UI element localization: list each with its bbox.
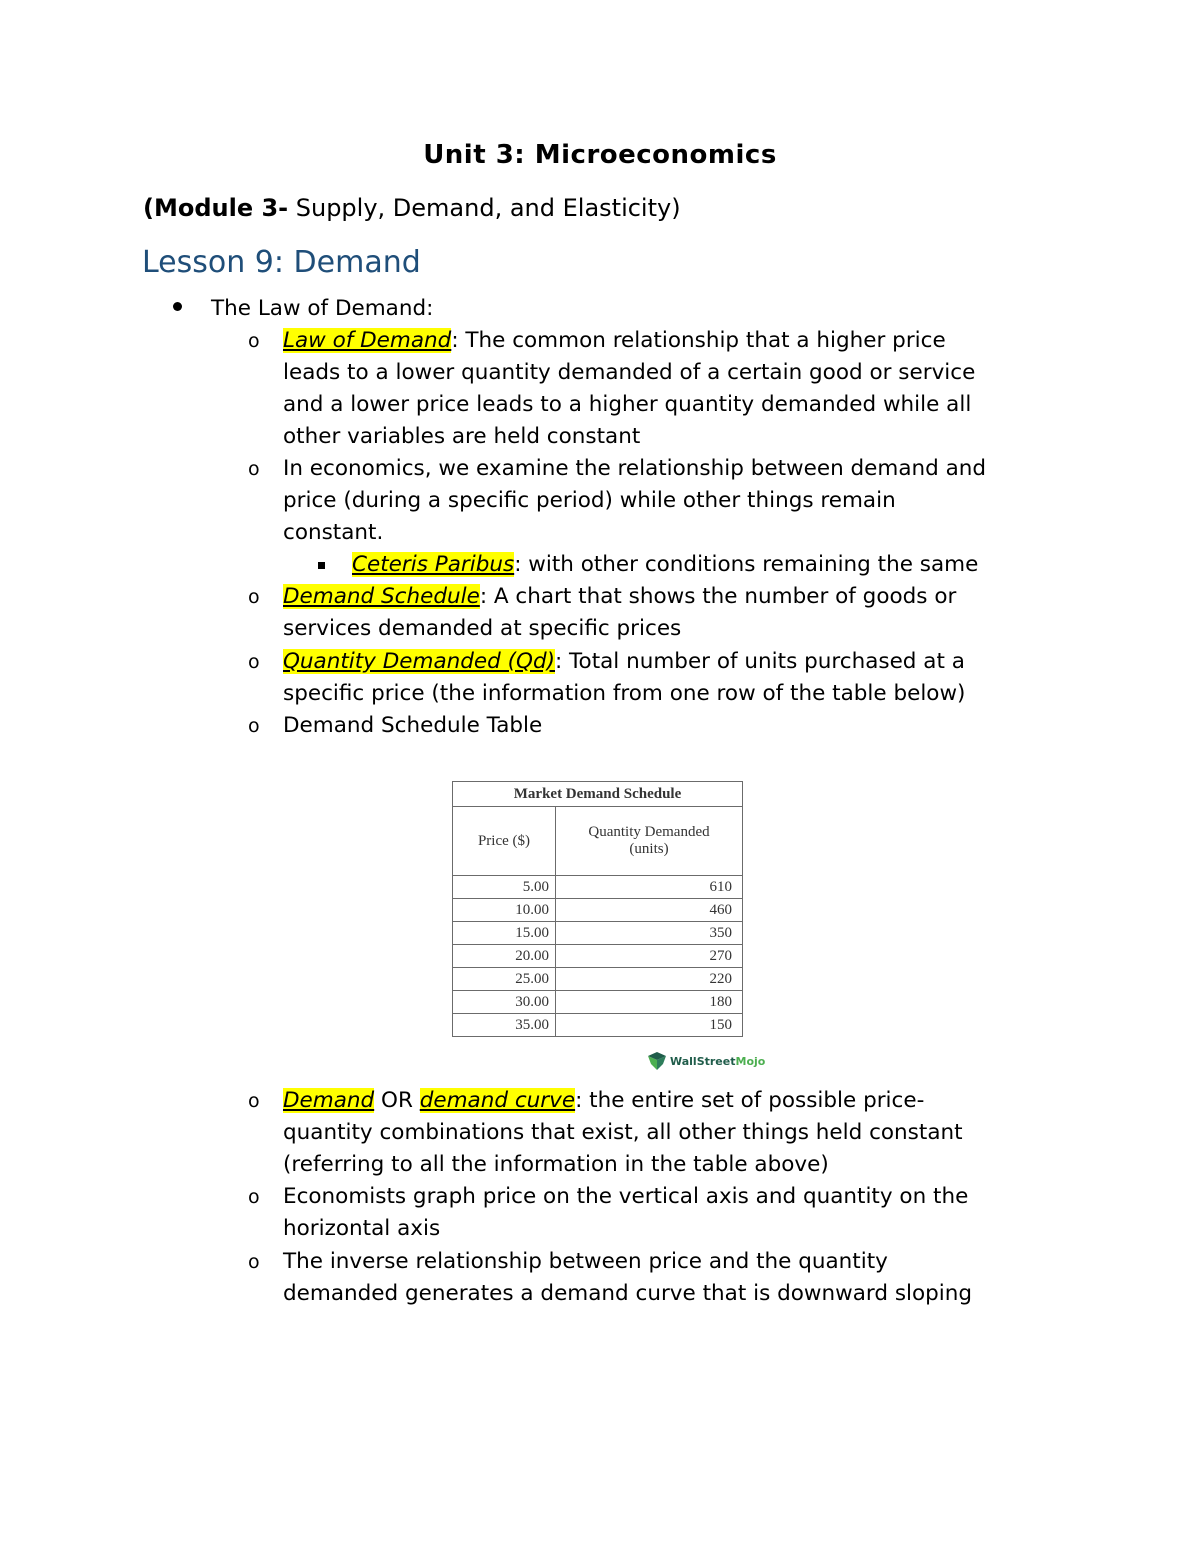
term-ceteris-paribus: Ceteris Paribus <box>352 552 515 577</box>
term-demand-curve: demand curve <box>419 1088 576 1113</box>
term-demand: Demand <box>283 1088 375 1113</box>
module-subtitle <box>143 194 681 222</box>
sub-bullet-marker: o <box>248 1186 260 1208</box>
col-header-quantity-line1: Quantity Demanded <box>588 824 710 840</box>
demand-schedule-item <box>283 581 1083 645</box>
table-row <box>453 968 743 991</box>
lesson-heading: Lesson 9: Demand <box>142 245 421 280</box>
demand-curve-item <box>283 1085 1083 1181</box>
text-span: OR <box>374 1088 413 1113</box>
table-title: Market Demand Schedule <box>453 782 743 807</box>
ceteris-paribus-item <box>352 549 978 581</box>
economics-item <box>283 453 1083 549</box>
text-line: and a lower price leads to a higher quantity demanded while all <box>283 392 972 417</box>
square-bullet-icon <box>318 562 325 569</box>
text-span: : A chart that shows the number of goods or <box>479 584 957 609</box>
table-row <box>453 991 743 1014</box>
law-of-demand-item <box>283 325 1083 453</box>
term-quantity-demanded: Quantity Demanded (Qd) <box>283 649 555 674</box>
table-intro: Demand Schedule Table <box>283 713 543 738</box>
price-cell: 10.00 <box>453 899 556 922</box>
quantity-cell: 610 <box>556 876 743 899</box>
text-line <box>283 325 1083 357</box>
table-row <box>453 945 743 968</box>
quantity-cell: 270 <box>556 945 743 968</box>
text-line: demanded generates a demand curve that is downward sloping <box>283 1281 973 1306</box>
col-header-quantity <box>556 807 743 876</box>
text-line: price (during a specific period) while other things remain <box>283 488 896 513</box>
text-line: other variables are held constant <box>283 424 641 449</box>
text-line: horizontal axis <box>283 1216 441 1241</box>
text-line: The inverse relationship between price and the quantity <box>283 1249 888 1274</box>
table-row <box>453 922 743 945</box>
text-span: : The common relationship that a higher price <box>451 328 946 353</box>
sub-bullet-marker: o <box>248 715 260 737</box>
sub-bullet-marker: o <box>248 458 260 480</box>
sub-bullet-marker: o <box>248 1251 260 1273</box>
text-span: : the entire set of possible price- <box>575 1088 925 1113</box>
inverse-relationship-item <box>283 1246 1083 1310</box>
quantity-cell: 220 <box>556 968 743 991</box>
quantity-cell: 350 <box>556 922 743 945</box>
logo-icon <box>646 1050 668 1072</box>
logo-text <box>670 1055 765 1068</box>
quantity-cell: 460 <box>556 899 743 922</box>
bullet-dot-icon <box>173 302 182 311</box>
table-row <box>453 876 743 899</box>
text-line <box>283 581 1083 613</box>
text-span: : Total number of units purchased at a <box>554 649 965 674</box>
text-line: (referring to all the information in the table above) <box>283 1152 829 1177</box>
text-line: specific price (the information from one row of the table below) <box>283 681 966 706</box>
price-cell: 20.00 <box>453 945 556 968</box>
price-cell: 35.00 <box>453 1014 556 1037</box>
sub-bullet-marker: o <box>248 586 260 608</box>
price-cell: 30.00 <box>453 991 556 1014</box>
text-line <box>283 646 1083 678</box>
table-row <box>453 899 743 922</box>
text-line: Economists graph price on the vertical axis and quantity on the <box>283 1184 969 1209</box>
module-topic: Supply, Demand, and Elasticity) <box>288 194 681 222</box>
sub-bullet-marker: o <box>248 1090 260 1112</box>
graph-axes-item <box>283 1181 1083 1245</box>
col-header-quantity-line2: (units) <box>629 841 669 857</box>
term-law-of-demand: Law of Demand <box>283 328 452 353</box>
logo-text-part2: Mojo <box>735 1054 766 1068</box>
price-cell: 25.00 <box>453 968 556 991</box>
bullet-law-of-demand: The Law of Demand: <box>211 296 434 321</box>
quantity-cell: 150 <box>556 1014 743 1037</box>
price-cell: 15.00 <box>453 922 556 945</box>
wallstreetmojo-logo <box>646 1050 765 1072</box>
page-title: Unit 3: Microeconomics <box>423 140 777 170</box>
text-line <box>283 1085 1083 1117</box>
sub-bullet-marker: o <box>248 330 260 352</box>
demand-table <box>452 781 743 1037</box>
text-line: constant. <box>283 520 384 545</box>
col-header-price: Price ($) <box>453 807 556 876</box>
table-row <box>453 1014 743 1037</box>
text-line: leads to a lower quantity demanded of a certain good or service <box>283 360 976 385</box>
logo-text-part1: WallStreet <box>670 1054 736 1068</box>
quantity-demanded-item <box>283 646 1083 710</box>
market-demand-schedule-table <box>452 781 743 1037</box>
price-cell: 5.00 <box>453 876 556 899</box>
quantity-cell: 180 <box>556 991 743 1014</box>
text-line: services demanded at specific prices <box>283 616 682 641</box>
sub-bullet-marker: o <box>248 651 260 673</box>
term-demand-schedule: Demand Schedule <box>283 584 480 609</box>
text-line: quantity combinations that exist, all other things held constant <box>283 1120 963 1145</box>
text-span: : with other conditions remaining the same <box>514 552 979 577</box>
text-line: In economics, we examine the relationship between demand and <box>283 456 987 481</box>
module-label: (Module 3- <box>143 194 289 222</box>
